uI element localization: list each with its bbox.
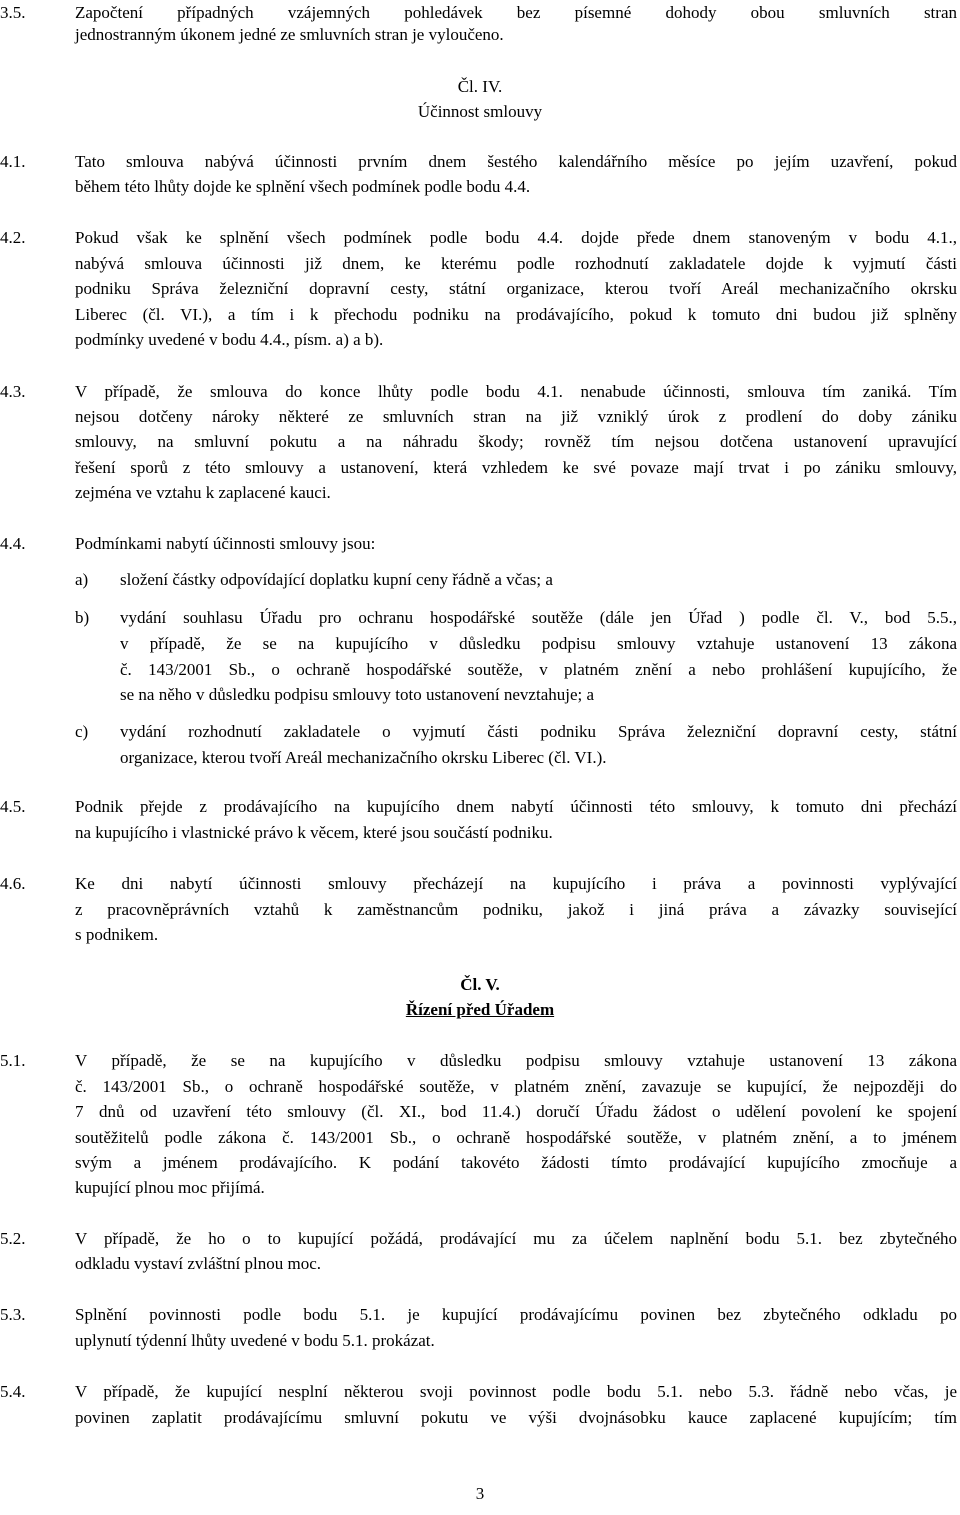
item-a-line-1: složení částky odpovídající doplatku kupní ceny řádně a včas; a <box>120 570 553 589</box>
clause-4-2-line-3: podniku Správa železniční dopravní cesty, státní organizace, kterou tvoří Areál mechanizačního okrsku <box>75 279 957 298</box>
clause-number-5-1: 5.1. <box>0 1051 26 1070</box>
item-b-label: b) <box>75 608 90 627</box>
clause-4-4-line-1: Podmínkami nabytí účinnosti smlouvy jsou: <box>75 534 376 553</box>
clause-4-2-line-5: podmínky uvedené v bodu 4.4., písm. a) a b). <box>75 330 384 349</box>
article-iv-title: Účinnost smlouvy <box>417 102 543 121</box>
clause-5-1-line-4: soutěžitelů podle zákona č. 143/2001 Sb., o ochraně hospodářské soutěže, v platném znění, a to jménem <box>75 1128 957 1147</box>
clause-4-6-line-3: s podnikem. <box>75 925 159 944</box>
clause-5-1-line-6: kupující plnou moc přijímá. <box>75 1178 265 1197</box>
clause-4-2-line-4: Liberec (čl. VI.), a tím i k přechodu podniku na prodávajícího, pokud k tomuto dni budou již splněny <box>75 305 957 324</box>
item-b-line-1: vydání souhlasu Úřadu pro ochranu hospodářské soutěže (dále jen Úřad ) podle čl. V., bod 5.5., <box>120 608 957 627</box>
clause-4-3-line-2: nejsou dotčeny nároky některé ze smluvních stran na již vzniklý úrok z prodlení do doby zániku <box>75 407 957 426</box>
item-b-line-2: v případě, že se na kupujícího v důsledku podpisu smlouvy vztahuje ustanovení 13 zákona <box>120 634 957 653</box>
clause-number-5-2: 5.2. <box>0 1229 26 1248</box>
clause-4-5-line-1: Podnik přejde z prodávajícího na kupujícího dnem nabytí účinnosti této smlouvy, k tomuto dni přechází <box>75 797 957 816</box>
clause-5-2-line-2: odkladu vystaví zvláštní plnou moc. <box>75 1254 321 1273</box>
article-v-label: Čl. V. <box>460 975 500 994</box>
item-b-line-3: č. 143/2001 Sb., o ochraně hospodářské soutěže, v platném znění a nebo prohlášení kupujícího, že <box>120 660 957 679</box>
clause-5-4-line-1: V případě, že kupující nesplní některou svoji povinnost podle bodu 5.1. nebo 5.3. řádně nebo včas, je <box>75 1382 957 1401</box>
page-number: 3 <box>475 1484 485 1503</box>
clause-4-1-line-2: během této lhůty dojde ke splnění všech podmínek podle bodu 4.4. <box>75 177 531 196</box>
clause-number-4-6: 4.6. <box>0 874 26 893</box>
clause-5-2-line-1: V případě, že ho o to kupující požádá, prodávající mu za účelem naplnění bodu 5.1. bez zbytečného <box>75 1229 957 1248</box>
clause-5-1-line-2: č. 143/2001 Sb., o ochraně hospodářské soutěže, v platném znění, zavazuje se kupující, že nejpozději do <box>75 1077 957 1096</box>
clause-5-1-line-3: 7 dnů od uzavření této smlouvy (čl. XI., bod 11.4.) doručí Úřadu žádost o udělení povolení ke spojení <box>75 1102 957 1121</box>
clause-4-2-line-1: Pokud však ke splnění všech podmínek podle bodu 4.4. dojde přede dnem stanoveným v bodu 4.1., <box>75 228 957 247</box>
item-a-label: a) <box>75 570 89 589</box>
clause-number-4-4: 4.4. <box>0 534 26 553</box>
clause-4-6-line-2: z pracovněprávních vztahů k zaměstnancům podniku, jakož i jiná práva a závazky související <box>75 900 957 919</box>
clause-4-3-line-3: smlouvy, na smluvní pokutu a na náhradu škody; rovněž tím nejsou dotčena ustanovení upravující <box>75 432 957 451</box>
clause-5-4-line-2: povinen zaplatit prodávajícímu smluvní pokutu ve výši dvojnásobku kauce zaplacené kupujícím; tím <box>75 1408 957 1427</box>
clause-number-4-3: 4.3. <box>0 382 26 401</box>
item-c-label: c) <box>75 722 89 741</box>
clause-number-4-1: 4.1. <box>0 152 26 171</box>
clause-5-1-line-5: svým a jménem prodávajícího. K podání takovéto žádosti tímto prodávající kupujícího zmocňuje a <box>75 1153 957 1172</box>
clause-4-5-line-2: na kupujícího i vlastnické právo k věcem, které jsou součástí podniku. <box>75 823 553 842</box>
clause-5-1-line-1: V případě, že se na kupujícího v důsledku podpisu smlouvy vztahuje ustanovení 13 zákona <box>75 1051 957 1070</box>
item-c-line-1: vydání rozhodnutí zakladatele o vyjmutí části podniku Správa železniční dopravní cesty, státní <box>120 722 957 741</box>
clause-4-3-line-5: zejména ve vztahu k zaplacené kauci. <box>75 483 331 502</box>
article-iv-label: Čl. IV. <box>457 77 503 96</box>
clause-number-5-4: 5.4. <box>0 1382 26 1401</box>
clause-4-3-line-4: řešení sporů z této smlouvy a ustanovení, která vzhledem ke své povaze mají trvat i po zániku smlouvy, <box>75 458 957 477</box>
article-v-title: Řízení před Úřadem <box>405 1000 555 1019</box>
clause-5-3-line-1: Splnění povinnosti podle bodu 5.1. je kupující prodávajícímu povinen bez zbytečného odkladu po <box>75 1305 957 1324</box>
clause-number-5-3: 5.3. <box>0 1305 26 1324</box>
clause-number-4-2: 4.2. <box>0 228 26 247</box>
item-c-line-2: organizace, kterou tvoří Areál mechanizačního okrsku Liberec (čl. VI.). <box>120 748 607 767</box>
clause-5-3-line-2: uplynutí týdenní lhůty uvedené v bodu 5.1. prokázat. <box>75 1331 435 1350</box>
clause-4-2-line-2: nabývá smlouva účinnosti již dnem, ke kterému podle rozhodnutí zakladatele dojde k vyjmutí části <box>75 254 957 273</box>
clause-number-4-5: 4.5. <box>0 797 26 816</box>
clause-3-5-line-1: Započtení případných vzájemných pohledávek bez písemné dohody obou smluvních stran <box>75 3 957 22</box>
clause-4-3-line-1: V případě, že smlouva do konce lhůty podle bodu 4.1. nenabude účinnosti, smlouva tím zaniká. Tím <box>75 382 957 401</box>
item-b-line-4: se na něho v důsledku podpisu smlouvy toto ustanovení nevztahuje; a <box>120 685 595 704</box>
clause-3-5-line-2: jednostranným úkonem jedné ze smluvních stran je vyloučeno. <box>75 25 504 44</box>
clause-4-1-line-1: Tato smlouva nabývá účinnosti prvním dnem šestého kalendářního měsíce po jejím uzavření, pokud <box>75 152 957 171</box>
clause-4-6-line-1: Ke dni nabytí účinnosti smlouvy přecházejí na kupujícího i práva a povinnosti vyplývající <box>75 874 957 893</box>
clause-number-3-5: 3.5. <box>0 3 26 22</box>
